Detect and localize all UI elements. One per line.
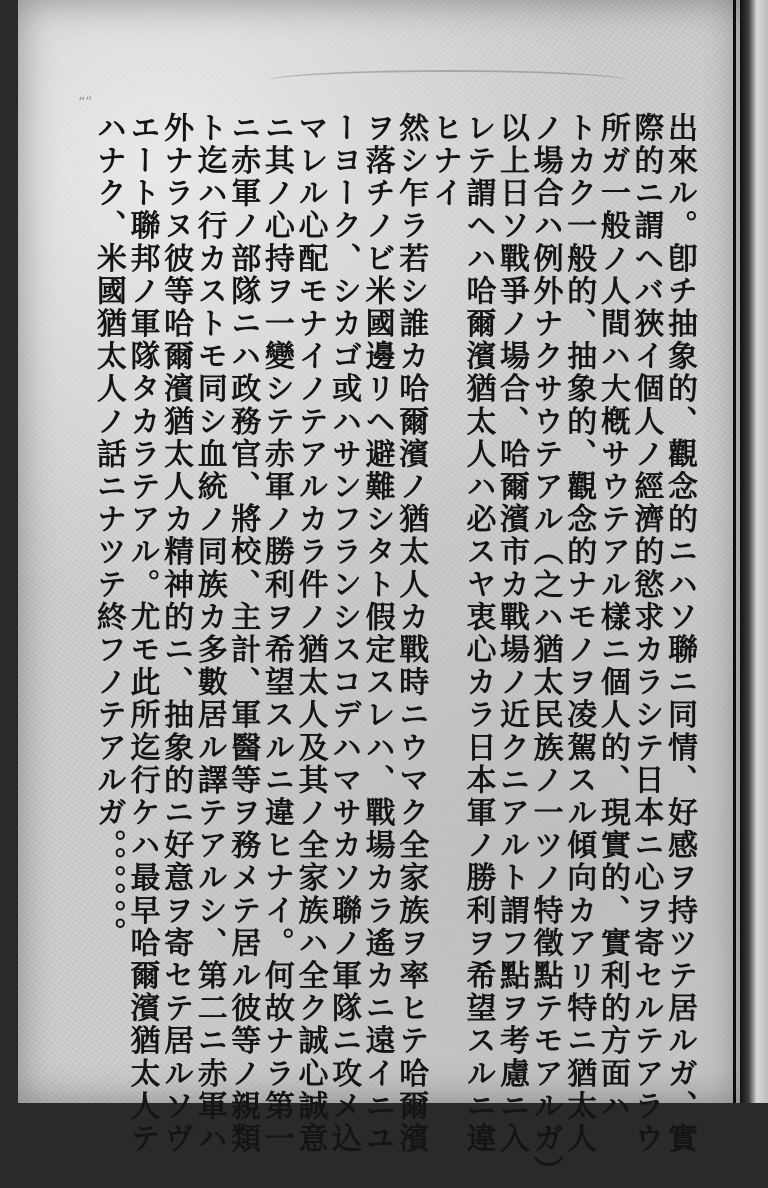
text-column: ニ其ノ心持ヲ一變シテ赤軍ノ勝利ヲ希望スルニ違ヒナイ。何故ナラ第一 — [258, 112, 294, 1156]
text-column: トカク一般的、抽象的、觀念的ナモノヲ凌駕スル傾向カアリ特ニ猶太人 — [561, 112, 597, 1156]
vertical-text-body — [90, 112, 697, 1188]
corner-mark: “” — [78, 95, 93, 111]
text-column: 以上日ソ戰爭ノ場合、哈爾濱市カ戰場ノ近クニアルト謂フ點ヲ考慮ニ入 — [494, 112, 530, 1156]
text-column: ト迄ハ行カストモ同シ血統ノ同族カ多數居ル譯テアルシ、第二ニ赤軍ハ — [191, 112, 227, 1156]
text-column: ハナク、米國猶太人ノ話ニナツテ終フノテアルガ。。。。。。 — [90, 112, 126, 950]
page-edge-line — [733, 0, 736, 1103]
text-column: 出來ル。卽チ抽象的、觀念的ニハソ聯ニ同情、好感ヲ持ツテ居ルガ、實 — [662, 112, 697, 1156]
text-column: エート聯邦ノ軍隊タカラテアル。尤モ此所迄行ケハ最早哈爾濱猶太人テ — [124, 112, 160, 1156]
text-column: 外ナラヌ彼等哈爾濱猶太人カ精神的ニ、抽象的ニ好意ヲ寄セテ居ルソヴ — [158, 112, 194, 1156]
text-column: ノ場合ハ例外ナクサウテアル（之ハ猶太民族ノ一ツノ特徵點テモアルガ） — [527, 112, 563, 1188]
page-header-mark — [268, 70, 628, 92]
text-column: ーヨーク、シカゴ或ハサンフランシスコデハマサカソ聯ノ軍隊ニ攻メ込 — [326, 112, 362, 1156]
document-page — [18, 0, 740, 1188]
text-column: レテ謂ヘハ哈爾濱猶太人ハ必スヤ衷心カラ日本軍ノ勝利ヲ希望スルニ違 — [460, 112, 496, 1156]
text-column: マレル心配モナイノテアルカラ件ノ猶太人及其ノ全家族ハ全ク誠心誠意 — [292, 112, 328, 1156]
text-column: ヲ落チノビ米國邊リヘ避難シタト假定スレハ、戰場カラ遙カニ遠イニユ — [359, 112, 395, 1156]
text-column: 所ガ一般ノ人間ハ大槪サウテアル樣ニ個人的、現實的、實利的方面ハ — [594, 112, 630, 1123]
text-column: ニ赤軍ノ部隊ニハ政務官、將校、主計、軍醫等ヲ務メテ居ル彼等ノ親類 — [225, 112, 261, 1156]
text-column: 際的ニ謂ヘバ狹イ個人ノ經濟的慾求カラシテ日本ニ心ヲ寄セルテアラウ — [628, 112, 664, 1156]
book-spine — [740, 0, 768, 1103]
text-column: 然シ乍ラ若シ誰カ哈爾濱ノ猶太人カ戰時ニウマク全家族ヲ率ヒテ哈爾濱 — [393, 112, 429, 1156]
text-column: ヒナイ — [426, 112, 462, 210]
